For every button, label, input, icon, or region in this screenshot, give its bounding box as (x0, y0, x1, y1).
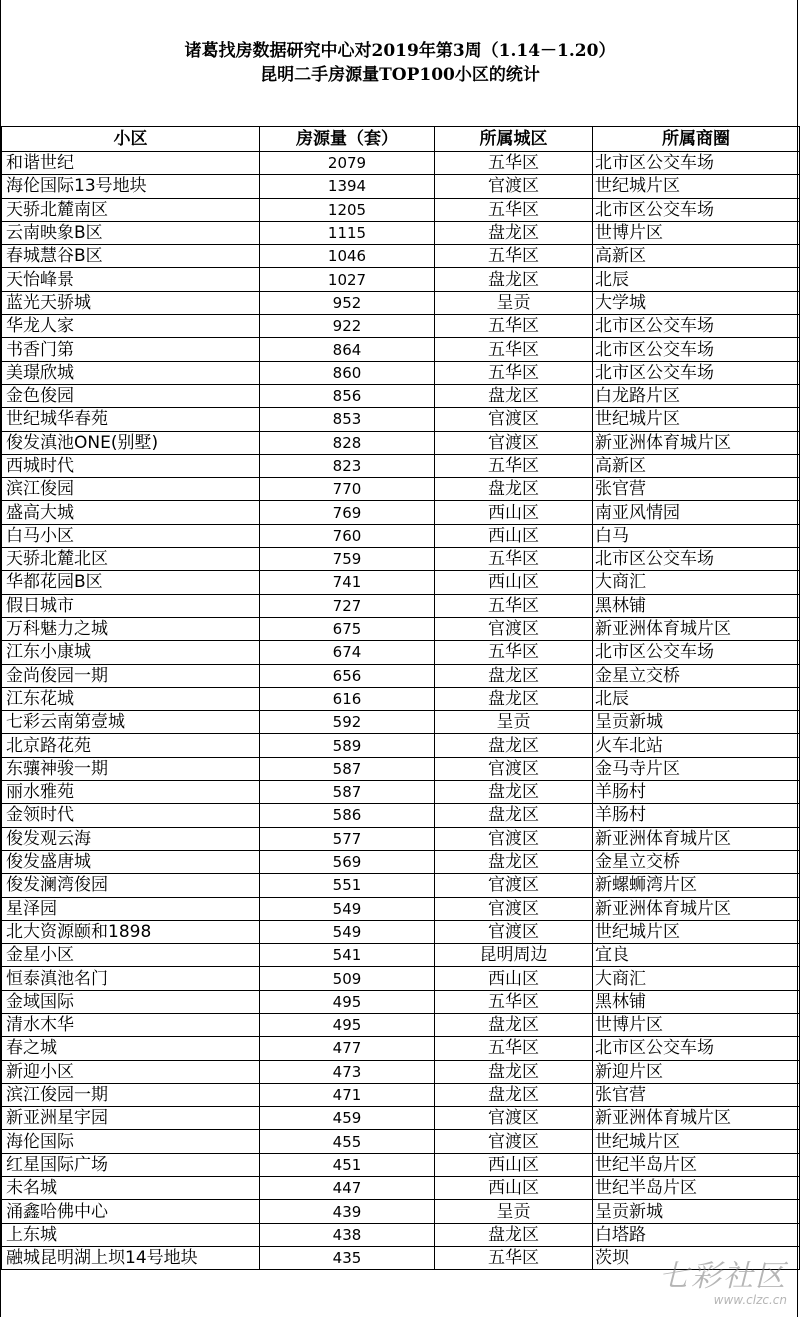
cell-listing-count: 549 (260, 920, 435, 943)
cell-district: 呈贡 (435, 291, 593, 314)
table-row (2, 990, 800, 1013)
cell-district: 盘龙区 (435, 221, 593, 244)
cell-community: 俊发盛唐城 (2, 850, 260, 873)
table-body (2, 152, 800, 1270)
cell-district: 官渡区 (435, 827, 593, 850)
table-row (2, 291, 800, 314)
table-row (2, 1177, 800, 1200)
table-row (2, 454, 800, 477)
table-row (2, 850, 800, 873)
cell-business-area: 金星立交桥 (593, 850, 800, 873)
cell-listing-count: 438 (260, 1223, 435, 1246)
cell-listing-count: 864 (260, 338, 435, 361)
table-row (2, 1130, 800, 1153)
table-row (2, 384, 800, 407)
cell-business-area: 茨坝 (593, 1246, 800, 1269)
cell-community: 春城慧谷B区 (2, 245, 260, 268)
cell-community: 上东城 (2, 1223, 260, 1246)
cell-district: 官渡区 (435, 1107, 593, 1130)
cell-listing-count: 1115 (260, 221, 435, 244)
table-row (2, 1107, 800, 1130)
cell-listing-count: 656 (260, 664, 435, 687)
cell-business-area: 世纪城片区 (593, 1130, 800, 1153)
cell-listing-count: 741 (260, 571, 435, 594)
table-row (2, 501, 800, 524)
cell-community: 七彩云南第壹城 (2, 711, 260, 734)
cell-business-area: 世纪城片区 (593, 175, 800, 198)
cell-business-area: 北辰 (593, 268, 800, 291)
cell-business-area: 北辰 (593, 687, 800, 710)
cell-listing-count: 592 (260, 711, 435, 734)
cell-community: 白马小区 (2, 524, 260, 547)
cell-district: 五华区 (435, 152, 593, 175)
cell-community: 未名城 (2, 1177, 260, 1200)
cell-business-area: 呈贡新城 (593, 1200, 800, 1223)
cell-business-area: 世纪城片区 (593, 408, 800, 431)
cell-district: 官渡区 (435, 920, 593, 943)
table-row (2, 361, 800, 384)
cell-district: 五华区 (435, 594, 593, 617)
cell-district: 盘龙区 (435, 268, 593, 291)
cell-district: 五华区 (435, 198, 593, 221)
cell-business-area: 北市区公交车场 (593, 198, 800, 221)
cell-listing-count: 727 (260, 594, 435, 617)
cell-district: 西山区 (435, 524, 593, 547)
table-row (2, 245, 800, 268)
cell-business-area: 北市区公交车场 (593, 361, 800, 384)
cell-community: 华都花园B区 (2, 571, 260, 594)
cell-district: 盘龙区 (435, 664, 593, 687)
cell-listing-count: 577 (260, 827, 435, 850)
cell-community: 金星小区 (2, 944, 260, 967)
cell-listing-count: 439 (260, 1200, 435, 1223)
cell-listing-count: 473 (260, 1060, 435, 1083)
cell-community: 滨江俊园一期 (2, 1083, 260, 1106)
cell-community: 滨江俊园 (2, 478, 260, 501)
cell-business-area: 张官营 (593, 478, 800, 501)
cell-business-area: 北市区公交车场 (593, 338, 800, 361)
table-row (2, 1083, 800, 1106)
watermark-text: 七彩社区 (659, 1259, 787, 1294)
cell-district: 五华区 (435, 454, 593, 477)
table-row (2, 548, 800, 571)
cell-district: 盘龙区 (435, 384, 593, 407)
table-row (2, 1200, 800, 1223)
cell-district: 西山区 (435, 967, 593, 990)
cell-district: 盘龙区 (435, 1013, 593, 1036)
cell-community: 天怡峰景 (2, 268, 260, 291)
cell-district: 官渡区 (435, 617, 593, 640)
cell-community: 红星国际广场 (2, 1153, 260, 1176)
cell-business-area: 北市区公交车场 (593, 1037, 800, 1060)
cell-listing-count: 616 (260, 687, 435, 710)
cell-business-area: 世纪半岛片区 (593, 1177, 800, 1200)
cell-listing-count: 455 (260, 1130, 435, 1153)
cell-listing-count: 759 (260, 548, 435, 571)
table-row (2, 315, 800, 338)
cell-business-area: 白龙路片区 (593, 384, 800, 407)
cell-business-area: 新亚洲体育城片区 (593, 827, 800, 850)
cell-community: 新迎小区 (2, 1060, 260, 1083)
cell-listing-count: 541 (260, 944, 435, 967)
cell-listing-count: 589 (260, 734, 435, 757)
cell-district: 五华区 (435, 990, 593, 1013)
table-row (2, 967, 800, 990)
cell-listing-count: 551 (260, 874, 435, 897)
table-row (2, 594, 800, 617)
table-row (2, 408, 800, 431)
cell-listing-count: 1027 (260, 268, 435, 291)
cell-listing-count: 770 (260, 478, 435, 501)
cell-community: 俊发澜湾俊园 (2, 874, 260, 897)
table-row (2, 478, 800, 501)
cell-listing-count: 1046 (260, 245, 435, 268)
watermark-url: www.clzc.cn (713, 1293, 787, 1307)
cell-district: 五华区 (435, 1246, 593, 1269)
table-row (2, 198, 800, 221)
table-header-row (2, 127, 800, 152)
table-row (2, 641, 800, 664)
cell-business-area: 世博片区 (593, 221, 800, 244)
table-row (2, 1037, 800, 1060)
table-row (2, 827, 800, 850)
cell-district: 盘龙区 (435, 1223, 593, 1246)
cell-community: 俊发滇池ONE(别墅) (2, 431, 260, 454)
cell-business-area: 北市区公交车场 (593, 152, 800, 175)
cell-listing-count: 856 (260, 384, 435, 407)
cell-community: 春之城 (2, 1037, 260, 1060)
cell-community: 盛高大城 (2, 501, 260, 524)
cell-community: 海伦国际 (2, 1130, 260, 1153)
table-row (2, 1060, 800, 1083)
cell-business-area: 火车北站 (593, 734, 800, 757)
cell-community: 江东小康城 (2, 641, 260, 664)
cell-community: 丽水雅苑 (2, 781, 260, 804)
cell-business-area: 新螺蛳湾片区 (593, 874, 800, 897)
listing-table (1, 126, 800, 1270)
cell-business-area: 北市区公交车场 (593, 548, 800, 571)
cell-listing-count: 549 (260, 897, 435, 920)
table-row (2, 1013, 800, 1036)
cell-district: 官渡区 (435, 1130, 593, 1153)
cell-business-area: 高新区 (593, 454, 800, 477)
report-title (1, 0, 799, 126)
cell-listing-count: 509 (260, 967, 435, 990)
table-row (2, 175, 800, 198)
watermark (617, 1261, 787, 1309)
cell-district: 盘龙区 (435, 850, 593, 873)
cell-district: 西山区 (435, 1153, 593, 1176)
cell-listing-count: 823 (260, 454, 435, 477)
cell-business-area: 羊肠村 (593, 781, 800, 804)
header-listing-count: 房源量（套） (260, 127, 435, 152)
cell-district: 官渡区 (435, 408, 593, 431)
cell-business-area: 北市区公交车场 (593, 641, 800, 664)
cell-business-area: 高新区 (593, 245, 800, 268)
cell-business-area: 黑林铺 (593, 594, 800, 617)
cell-community: 书香门第 (2, 338, 260, 361)
cell-district: 昆明周边 (435, 944, 593, 967)
cell-district: 盘龙区 (435, 781, 593, 804)
cell-business-area: 大商汇 (593, 967, 800, 990)
cell-district: 五华区 (435, 361, 593, 384)
cell-district: 官渡区 (435, 175, 593, 198)
title-line-2: 昆明二手房源量TOP100小区的统计 (260, 65, 540, 85)
cell-community: 世纪城华春苑 (2, 408, 260, 431)
cell-listing-count: 760 (260, 524, 435, 547)
cell-district: 呈贡 (435, 1200, 593, 1223)
cell-listing-count: 587 (260, 781, 435, 804)
table-row (2, 874, 800, 897)
table-row (2, 734, 800, 757)
cell-business-area: 南亚风情园 (593, 501, 800, 524)
cell-listing-count: 435 (260, 1246, 435, 1269)
table-row (2, 920, 800, 943)
cell-business-area: 新亚洲体育城片区 (593, 617, 800, 640)
cell-community: 天骄北麓南区 (2, 198, 260, 221)
cell-business-area: 金星立交桥 (593, 664, 800, 687)
cell-business-area: 北市区公交车场 (593, 315, 800, 338)
cell-district: 官渡区 (435, 874, 593, 897)
cell-listing-count: 459 (260, 1107, 435, 1130)
cell-listing-count: 477 (260, 1037, 435, 1060)
table-row (2, 1153, 800, 1176)
cell-community: 金领时代 (2, 804, 260, 827)
cell-district: 官渡区 (435, 431, 593, 454)
cell-business-area: 世纪城片区 (593, 920, 800, 943)
table-row (2, 804, 800, 827)
cell-listing-count: 471 (260, 1083, 435, 1106)
cell-community: 东骧神骏一期 (2, 757, 260, 780)
cell-district: 五华区 (435, 338, 593, 361)
table-row (2, 1223, 800, 1246)
cell-community: 融城昆明湖上坝14号地块 (2, 1246, 260, 1269)
cell-business-area: 新亚洲体育城片区 (593, 897, 800, 920)
cell-community: 新亚洲星宇园 (2, 1107, 260, 1130)
cell-business-area: 白塔路 (593, 1223, 800, 1246)
table-row (2, 944, 800, 967)
cell-community: 假日城市 (2, 594, 260, 617)
cell-listing-count: 1394 (260, 175, 435, 198)
table-row (2, 338, 800, 361)
cell-business-area: 金马寺片区 (593, 757, 800, 780)
table-row (2, 781, 800, 804)
cell-listing-count: 2079 (260, 152, 435, 175)
cell-district: 西山区 (435, 1177, 593, 1200)
header-community: 小区 (2, 127, 260, 152)
cell-district: 盘龙区 (435, 1060, 593, 1083)
cell-listing-count: 828 (260, 431, 435, 454)
cell-business-area: 呈贡新城 (593, 711, 800, 734)
cell-district: 官渡区 (435, 757, 593, 780)
cell-listing-count: 495 (260, 990, 435, 1013)
cell-business-area: 新亚洲体育城片区 (593, 431, 800, 454)
cell-district: 五华区 (435, 641, 593, 664)
cell-district: 五华区 (435, 315, 593, 338)
cell-business-area: 世博片区 (593, 1013, 800, 1036)
cell-listing-count: 675 (260, 617, 435, 640)
table-row (2, 757, 800, 780)
cell-community: 万科魅力之城 (2, 617, 260, 640)
table-row (2, 268, 800, 291)
cell-community: 西城时代 (2, 454, 260, 477)
cell-business-area: 大商汇 (593, 571, 800, 594)
cell-community: 北大资源颐和1898 (2, 920, 260, 943)
cell-listing-count: 769 (260, 501, 435, 524)
cell-community: 北京路花苑 (2, 734, 260, 757)
cell-listing-count: 569 (260, 850, 435, 873)
cell-business-area: 张官营 (593, 1083, 800, 1106)
header-district: 所属城区 (435, 127, 593, 152)
cell-district: 盘龙区 (435, 804, 593, 827)
cell-district: 官渡区 (435, 897, 593, 920)
cell-district: 西山区 (435, 571, 593, 594)
table-row (2, 617, 800, 640)
cell-community: 云南映象B区 (2, 221, 260, 244)
cell-community: 金尚俊园一期 (2, 664, 260, 687)
table-row (2, 664, 800, 687)
cell-community: 海伦国际13号地块 (2, 175, 260, 198)
cell-community: 美璟欣城 (2, 361, 260, 384)
cell-listing-count: 451 (260, 1153, 435, 1176)
table-row (2, 711, 800, 734)
cell-district: 五华区 (435, 245, 593, 268)
cell-community: 涌鑫哈佛中心 (2, 1200, 260, 1223)
cell-district: 盘龙区 (435, 734, 593, 757)
cell-community: 华龙人家 (2, 315, 260, 338)
cell-community: 金域国际 (2, 990, 260, 1013)
cell-district: 盘龙区 (435, 478, 593, 501)
cell-business-area: 白马 (593, 524, 800, 547)
cell-business-area: 新迎片区 (593, 1060, 800, 1083)
cell-business-area: 黑林铺 (593, 990, 800, 1013)
table-row (2, 152, 800, 175)
table-row (2, 431, 800, 454)
cell-district: 呈贡 (435, 711, 593, 734)
cell-district: 五华区 (435, 1037, 593, 1060)
cell-district: 五华区 (435, 548, 593, 571)
cell-business-area: 世纪半岛片区 (593, 1153, 800, 1176)
cell-listing-count: 586 (260, 804, 435, 827)
table-row (2, 221, 800, 244)
table-row (2, 897, 800, 920)
cell-district: 西山区 (435, 501, 593, 524)
cell-business-area: 大学城 (593, 291, 800, 314)
cell-district: 盘龙区 (435, 1083, 593, 1106)
cell-listing-count: 447 (260, 1177, 435, 1200)
cell-listing-count: 952 (260, 291, 435, 314)
cell-business-area: 宜良 (593, 944, 800, 967)
cell-community: 俊发观云海 (2, 827, 260, 850)
cell-community: 星泽园 (2, 897, 260, 920)
cell-listing-count: 1205 (260, 198, 435, 221)
cell-listing-count: 853 (260, 408, 435, 431)
cell-community: 和谐世纪 (2, 152, 260, 175)
table-row (2, 571, 800, 594)
title-line-1: 诸葛找房数据研究中心对2019年第3周（1.14－1.20） (184, 41, 616, 61)
cell-business-area: 新亚洲体育城片区 (593, 1107, 800, 1130)
table-row (2, 687, 800, 710)
cell-community: 清水木华 (2, 1013, 260, 1036)
cell-listing-count: 587 (260, 757, 435, 780)
cell-listing-count: 674 (260, 641, 435, 664)
cell-community: 恒泰滇池名门 (2, 967, 260, 990)
cell-listing-count: 860 (260, 361, 435, 384)
cell-listing-count: 495 (260, 1013, 435, 1036)
cell-community: 蓝光天骄城 (2, 291, 260, 314)
table-row (2, 524, 800, 547)
cell-district: 盘龙区 (435, 687, 593, 710)
cell-business-area: 羊肠村 (593, 804, 800, 827)
cell-community: 天骄北麓北区 (2, 548, 260, 571)
cell-community: 江东花城 (2, 687, 260, 710)
cell-community: 金色俊园 (2, 384, 260, 407)
cell-listing-count: 922 (260, 315, 435, 338)
header-business-area: 所属商圈 (593, 127, 800, 152)
